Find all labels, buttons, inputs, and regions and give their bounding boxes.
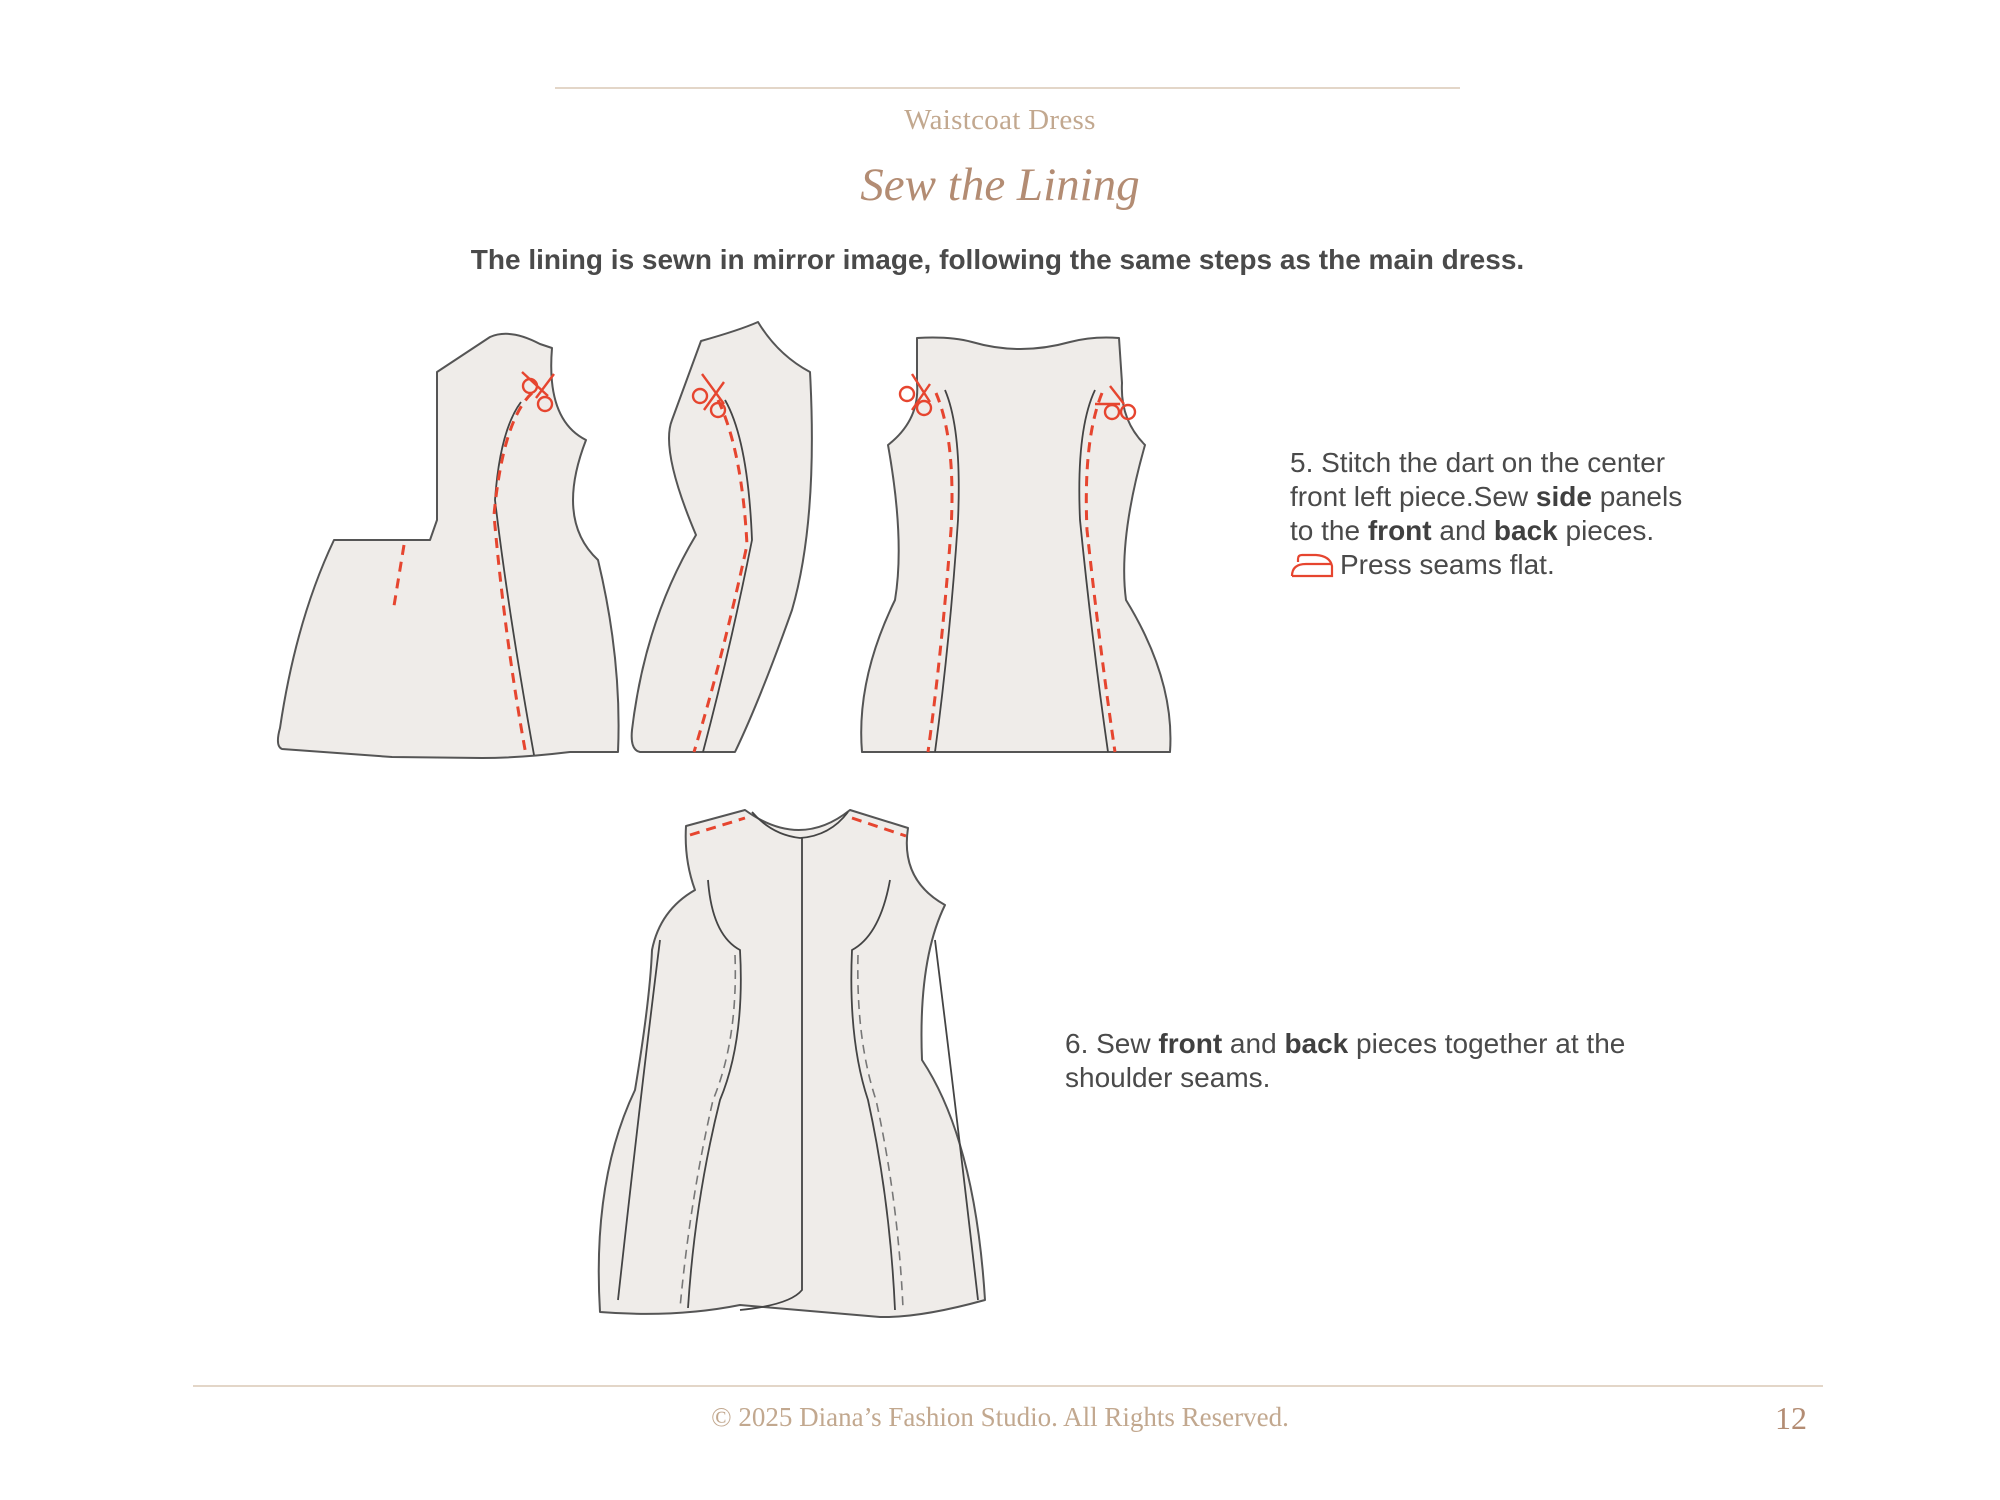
section-title: Sew the Lining bbox=[860, 159, 1140, 211]
emphasis-back: back bbox=[1284, 1028, 1349, 1059]
text: pieces together at the bbox=[1348, 1028, 1626, 1059]
emphasis-front: front bbox=[1158, 1028, 1223, 1059]
footer-rule bbox=[193, 1385, 1823, 1387]
text: to the bbox=[1290, 515, 1368, 546]
emphasis-back: back bbox=[1493, 515, 1558, 546]
text: 6. Sew bbox=[1065, 1028, 1159, 1059]
assembled-lining bbox=[599, 810, 985, 1317]
text: panels bbox=[1591, 481, 1683, 512]
step-5-line-1: 5. Stitch the dart on the center bbox=[1290, 447, 1666, 478]
copyright-text: © 2025 Diana’s Fashion Studio. All Rights Reserved. bbox=[711, 1402, 1289, 1432]
page-number: 12 bbox=[1775, 1400, 1807, 1436]
intro-text: The lining is sewn in mirror image, following the same steps as the main dress. bbox=[470, 244, 1525, 275]
text: front left piece.Sew bbox=[1290, 481, 1536, 512]
emphasis-front: front bbox=[1367, 515, 1432, 546]
step-6-line-2: shoulder seams. bbox=[1065, 1062, 1271, 1093]
step-6-text bbox=[1065, 1027, 1725, 1095]
text: and bbox=[1431, 515, 1494, 546]
running-title: Waistcoat Dress bbox=[904, 104, 1096, 136]
text: pieces. bbox=[1557, 515, 1655, 546]
text: Press seams flat. bbox=[1340, 549, 1555, 580]
emphasis-side: side bbox=[1535, 481, 1592, 512]
text: and bbox=[1222, 1028, 1285, 1059]
step-6-line-1 bbox=[1065, 1027, 1725, 1061]
